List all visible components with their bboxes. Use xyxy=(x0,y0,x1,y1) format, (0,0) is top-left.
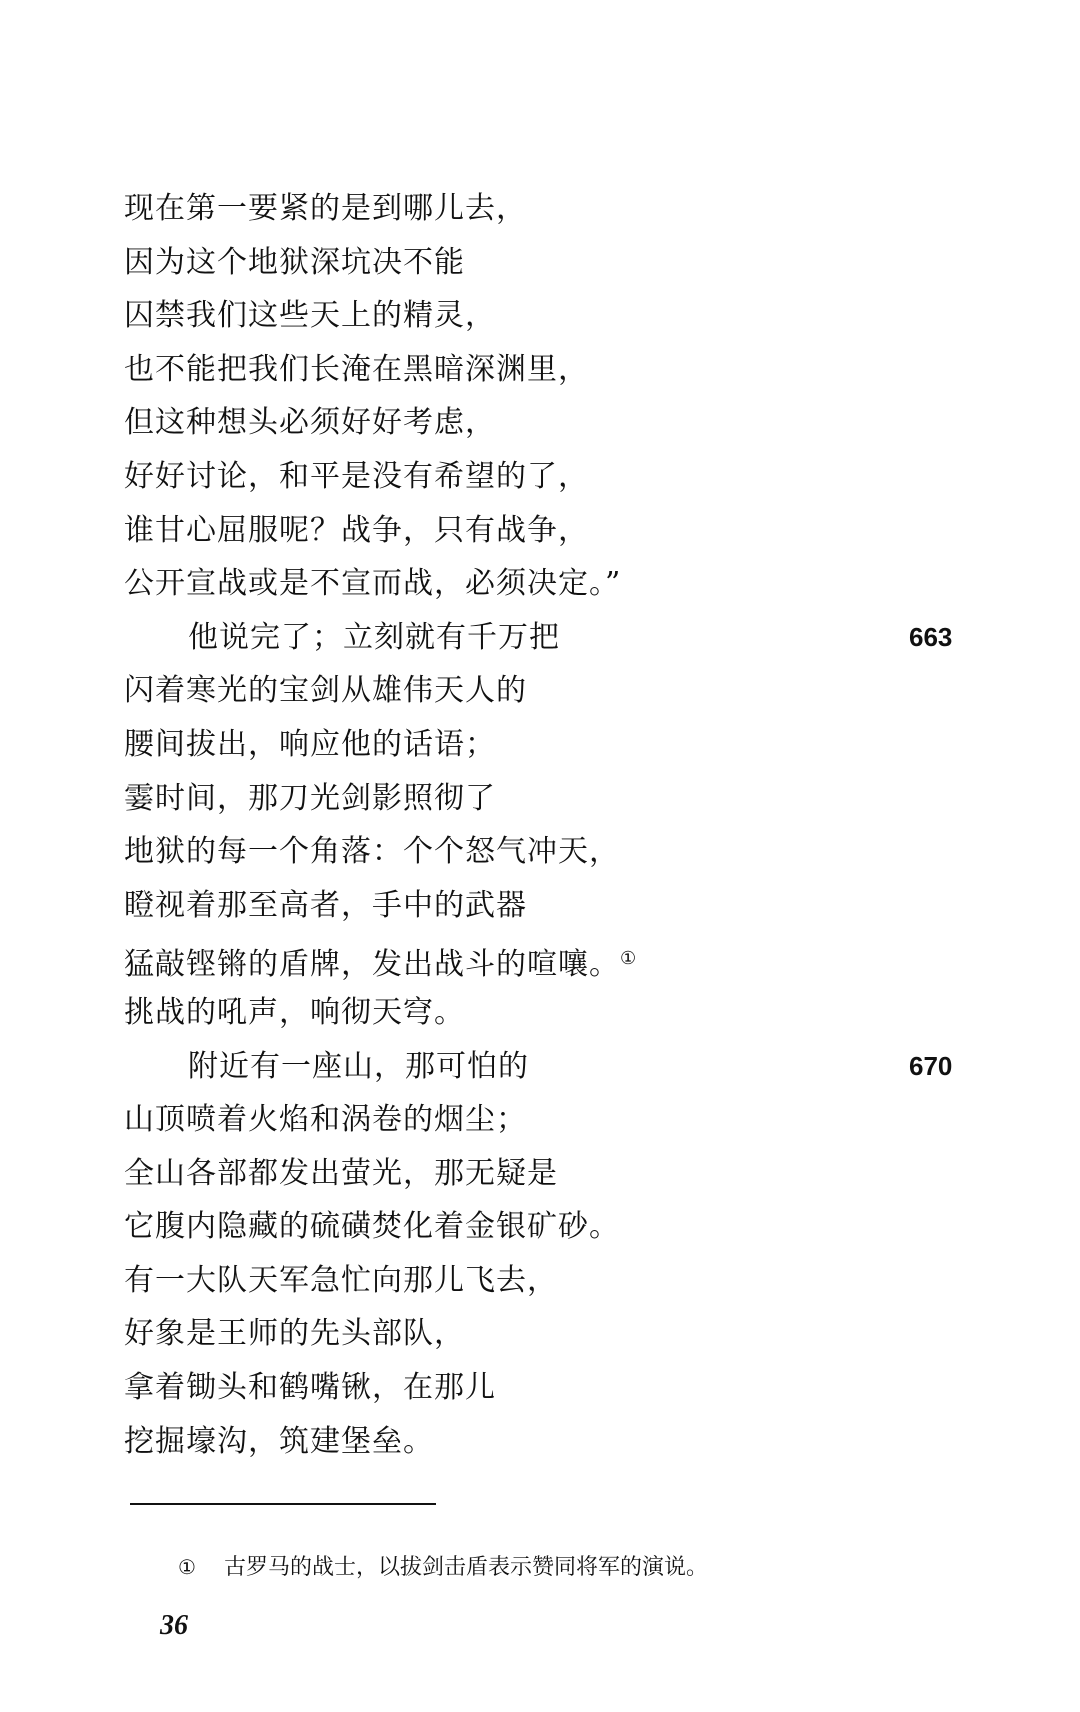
verse-line xyxy=(124,182,964,236)
verse-line xyxy=(124,1200,964,1254)
verse-text: 它腹内隐藏的硫磺焚化着金银矿砂。 xyxy=(124,1209,620,1245)
verse-text: 他说完了；立刻就有千万把 xyxy=(188,619,560,655)
verse-text: 好好讨论，和平是没有希望的了， xyxy=(124,458,589,494)
footnote-marker: ① xyxy=(178,1555,196,1579)
verse-line xyxy=(124,289,964,343)
verse-line xyxy=(124,1254,964,1308)
verse-text: 全山各部都发出萤光，那无疑是 xyxy=(124,1155,558,1191)
verse-line xyxy=(124,1093,964,1147)
verse-line xyxy=(124,1147,964,1201)
page-number: 36 xyxy=(160,1610,188,1641)
verse-line xyxy=(124,772,964,826)
verse-text: 霎时间，那刀光剑影照彻了 xyxy=(124,780,496,816)
line-number: 663 xyxy=(909,621,953,652)
verse-text: 山顶喷着火焰和涡卷的烟尘； xyxy=(124,1102,527,1138)
line-number: 670 xyxy=(909,1050,953,1081)
verse-text: 猛敲铿锵的盾牌，发出战斗的喧嚷。 xyxy=(124,947,620,983)
verse-text: 也不能把我们长淹在黑暗深渊里， xyxy=(124,351,589,387)
poem-body xyxy=(124,182,964,1468)
verse-line xyxy=(124,450,964,504)
verse-text: 囚禁我们这些天上的精灵， xyxy=(124,298,496,334)
verse-text: 但这种想头必须好好考虑， xyxy=(124,405,496,441)
verse-line xyxy=(124,825,964,879)
verse-text: 现在第一要紧的是到哪儿去， xyxy=(124,191,527,226)
verse-line xyxy=(124,1415,964,1469)
verse-text: 谁甘心屈服呢？战争，只有战争， xyxy=(124,512,589,548)
verse-line xyxy=(124,664,964,718)
verse-text: 拿着锄头和鹤嘴锹，在那儿 xyxy=(124,1370,496,1406)
verse-line xyxy=(124,1361,964,1415)
verse-line xyxy=(124,1040,964,1094)
footnote xyxy=(178,1552,708,1583)
verse-line xyxy=(124,611,964,665)
verse-line xyxy=(124,236,964,290)
verse-line xyxy=(124,343,964,397)
verse-line xyxy=(124,504,964,558)
verse-text: 因为这个地狱深坑决不能 xyxy=(124,244,465,280)
verse-line xyxy=(124,986,964,1040)
verse-text: 附近有一座山，那可怕的 xyxy=(188,1048,529,1084)
footnote-divider xyxy=(130,1503,436,1505)
verse-text: 挑战的吼声，响彻天穹。 xyxy=(124,994,465,1030)
verse-text: 有一大队天军急忙向那儿飞去， xyxy=(124,1262,558,1298)
verse-text: 挖掘壕沟，筑建堡垒。 xyxy=(124,1423,434,1459)
footnote-reference-mark: ① xyxy=(620,948,637,970)
verse-text: 公开宣战或是不宣而战，必须决定。” xyxy=(124,566,622,602)
verse-line xyxy=(124,396,964,450)
verse-text: 闪着寒光的宝剑从雄伟天人的 xyxy=(124,673,527,709)
verse-text: 瞪视着那至高者，手中的武器 xyxy=(124,887,527,923)
verse-text: 腰间拔出，响应他的话语； xyxy=(124,726,496,762)
verse-line xyxy=(124,1307,964,1361)
verse-text: 地狱的每一个角落：个个怒气冲天， xyxy=(124,834,620,870)
verse-line xyxy=(124,932,964,986)
verse-line xyxy=(124,557,964,611)
footnote-text: 古罗马的战士，以拔剑击盾表示赞同将军的演说。 xyxy=(224,1555,709,1580)
verse-line xyxy=(124,879,964,933)
verse-line xyxy=(124,718,964,772)
verse-text: 好象是王师的先头部队， xyxy=(124,1316,465,1352)
